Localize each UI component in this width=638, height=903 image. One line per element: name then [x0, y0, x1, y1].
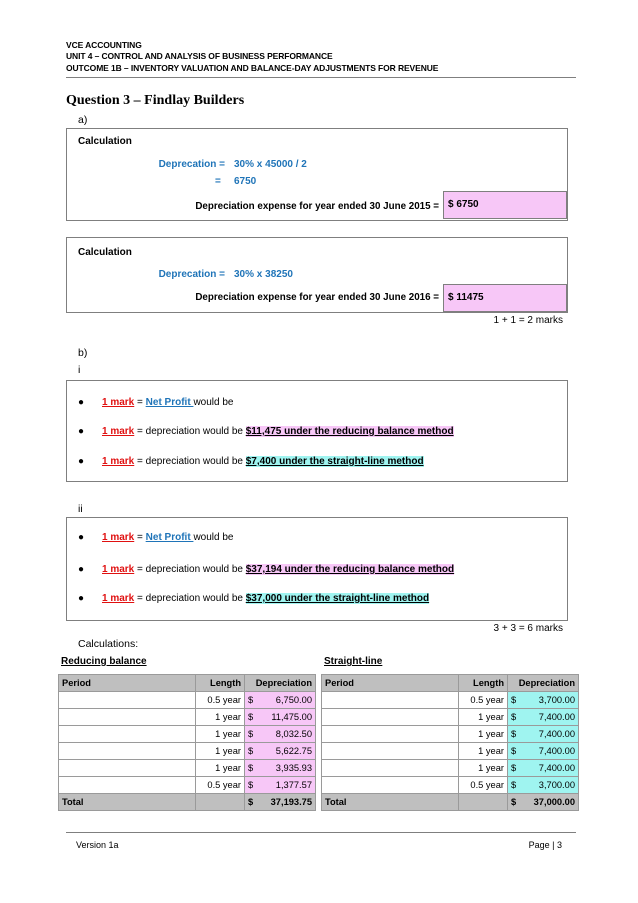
- calculation-title: Calculation: [78, 247, 132, 258]
- footer-page-number: Page | 3: [528, 840, 562, 850]
- column-header: Period: [59, 675, 196, 692]
- equals-sign: =: [215, 176, 221, 187]
- part-b-i-label: i: [78, 364, 81, 376]
- formula-result: 6750: [234, 176, 257, 187]
- amount-cell: 3,700.00: [522, 777, 579, 794]
- bullet-item: ● 1 mark = depreciation would be $11,475 under the reducing balance method: [78, 426, 454, 437]
- table-header-row: [59, 675, 316, 692]
- length-cell: 1 year: [196, 760, 245, 777]
- header-line-3: OUTCOME 1B – INVENTORY VALUATION AND BALANCE-DAY ADJUSTMENTS FOR REVENUE: [66, 63, 439, 73]
- part-a-marks: 1 + 1 = 2 marks: [493, 315, 563, 326]
- amount-cell: 8,032.50: [259, 726, 316, 743]
- table-row: [59, 777, 316, 794]
- header-line-1: VCE ACCOUNTING: [66, 40, 142, 50]
- table-row: [322, 777, 579, 794]
- bullet-item: ● 1 mark = Net Profit would be: [78, 397, 234, 408]
- period-cell: [59, 709, 196, 726]
- length-cell: 0.5 year: [459, 692, 508, 709]
- column-header: Period: [322, 675, 459, 692]
- table-row: [322, 743, 579, 760]
- amount-cell: 7,400.00: [522, 760, 579, 777]
- answer-label: Depreciation expense for year ended 30 June 2016 =: [195, 292, 439, 303]
- period-cell: [322, 760, 459, 777]
- footer-rule: [66, 832, 576, 833]
- amount-cell: 7,400.00: [522, 726, 579, 743]
- formula-label: Deprecation =: [158, 269, 225, 280]
- currency-cell: $: [245, 760, 260, 777]
- currency-cell: $: [245, 709, 260, 726]
- amount-cell: 3,700.00: [522, 692, 579, 709]
- period-cell: [59, 743, 196, 760]
- header-line-2: UNIT 4 – CONTROL AND ANALYSIS OF BUSINESS PERFORMANCE: [66, 51, 333, 61]
- currency-cell: $: [508, 726, 523, 743]
- currency-cell: $: [245, 692, 260, 709]
- calculation-title: Calculation: [78, 136, 132, 147]
- table-row: [322, 726, 579, 743]
- amount-cell: 5,622.75: [259, 743, 316, 760]
- table-row: [59, 709, 316, 726]
- part-b-ii-label: ii: [78, 503, 83, 515]
- amount-cell: 7,400.00: [522, 709, 579, 726]
- length-cell: 1 year: [459, 743, 508, 760]
- currency-cell: $: [508, 692, 523, 709]
- footer-version: Version 1a: [76, 840, 119, 850]
- length-cell: 1 year: [196, 709, 245, 726]
- question-title: Question 3 – Findlay Builders: [66, 93, 245, 108]
- total-amount: 37,000.00: [522, 794, 579, 811]
- period-cell: [59, 777, 196, 794]
- amount-cell: 6,750.00: [259, 692, 316, 709]
- reducing-balance-table: [58, 674, 316, 811]
- amount-cell: 1,377.57: [259, 777, 316, 794]
- part-b-label: b): [78, 347, 88, 359]
- table-row: [322, 760, 579, 777]
- period-cell: [322, 726, 459, 743]
- length-cell: 1 year: [459, 760, 508, 777]
- table-header-row: [322, 675, 579, 692]
- column-header: Depreciation: [508, 675, 579, 692]
- total-label: Total: [322, 794, 459, 811]
- column-header: Length: [459, 675, 508, 692]
- currency-cell: $: [508, 794, 523, 811]
- formula-value: 30% x 38250: [234, 269, 293, 280]
- column-header: Depreciation: [245, 675, 316, 692]
- amount-cell: 3,935.93: [259, 760, 316, 777]
- total-label: Total: [59, 794, 196, 811]
- length-cell: 0.5 year: [459, 777, 508, 794]
- formula-value: 30% x 45000 / 2: [234, 159, 307, 170]
- period-cell: [59, 760, 196, 777]
- straight-line-title: Straight-line: [324, 656, 383, 667]
- currency-cell: $: [508, 743, 523, 760]
- length-cell: 0.5 year: [196, 692, 245, 709]
- period-cell: [322, 777, 459, 794]
- bullet-item: ● 1 mark = depreciation would be $7,400 under the straight-line method: [78, 456, 424, 467]
- table-row: [322, 709, 579, 726]
- length-cell: 1 year: [196, 743, 245, 760]
- length-cell: 0.5 year: [196, 777, 245, 794]
- length-cell: 1 year: [459, 709, 508, 726]
- total-amount: 37,193.75: [259, 794, 316, 811]
- calculations-label: Calculations:: [78, 638, 139, 650]
- currency-cell: $: [245, 794, 260, 811]
- part-b-marks: 3 + 3 = 6 marks: [493, 623, 563, 634]
- table-row: [59, 692, 316, 709]
- bullet-item: ● 1 mark = depreciation would be $37,000 under the straight-line method: [78, 593, 430, 604]
- length-cell: 1 year: [459, 726, 508, 743]
- answer-box-i: [66, 380, 568, 482]
- currency-cell: $: [508, 777, 523, 794]
- table-row: [59, 726, 316, 743]
- table-row: [322, 692, 579, 709]
- column-header: Length: [196, 675, 245, 692]
- currency-cell: $: [508, 760, 523, 777]
- bullet-item: ● 1 mark = Net Profit would be: [78, 532, 234, 543]
- period-cell: [322, 692, 459, 709]
- period-cell: [59, 692, 196, 709]
- currency-cell: $: [245, 743, 260, 760]
- total-row: [59, 794, 316, 811]
- currency-cell: $: [245, 726, 260, 743]
- reducing-balance-title: Reducing balance: [61, 656, 147, 667]
- formula-label: Deprecation =: [158, 159, 225, 170]
- answer-box-2016: $ 11475: [443, 284, 567, 312]
- answer-label: Depreciation expense for year ended 30 June 2015 =: [195, 201, 439, 212]
- table-row: [59, 743, 316, 760]
- period-cell: [322, 709, 459, 726]
- bullet-item: ● 1 mark = depreciation would be $37,194 under the reducing balance method: [78, 564, 455, 575]
- total-row: [322, 794, 579, 811]
- length-cell: 1 year: [196, 726, 245, 743]
- period-cell: [322, 743, 459, 760]
- answer-box-2015: $ 6750: [443, 191, 567, 219]
- period-cell: [59, 726, 196, 743]
- answer-box-ii: [66, 517, 568, 621]
- header-rule: [66, 77, 576, 78]
- part-a-label: a): [78, 114, 88, 126]
- amount-cell: 7,400.00: [522, 743, 579, 760]
- straight-line-table: [321, 674, 579, 811]
- table-row: [59, 760, 316, 777]
- currency-cell: $: [508, 709, 523, 726]
- amount-cell: 11,475.00: [259, 709, 316, 726]
- currency-cell: $: [245, 777, 260, 794]
